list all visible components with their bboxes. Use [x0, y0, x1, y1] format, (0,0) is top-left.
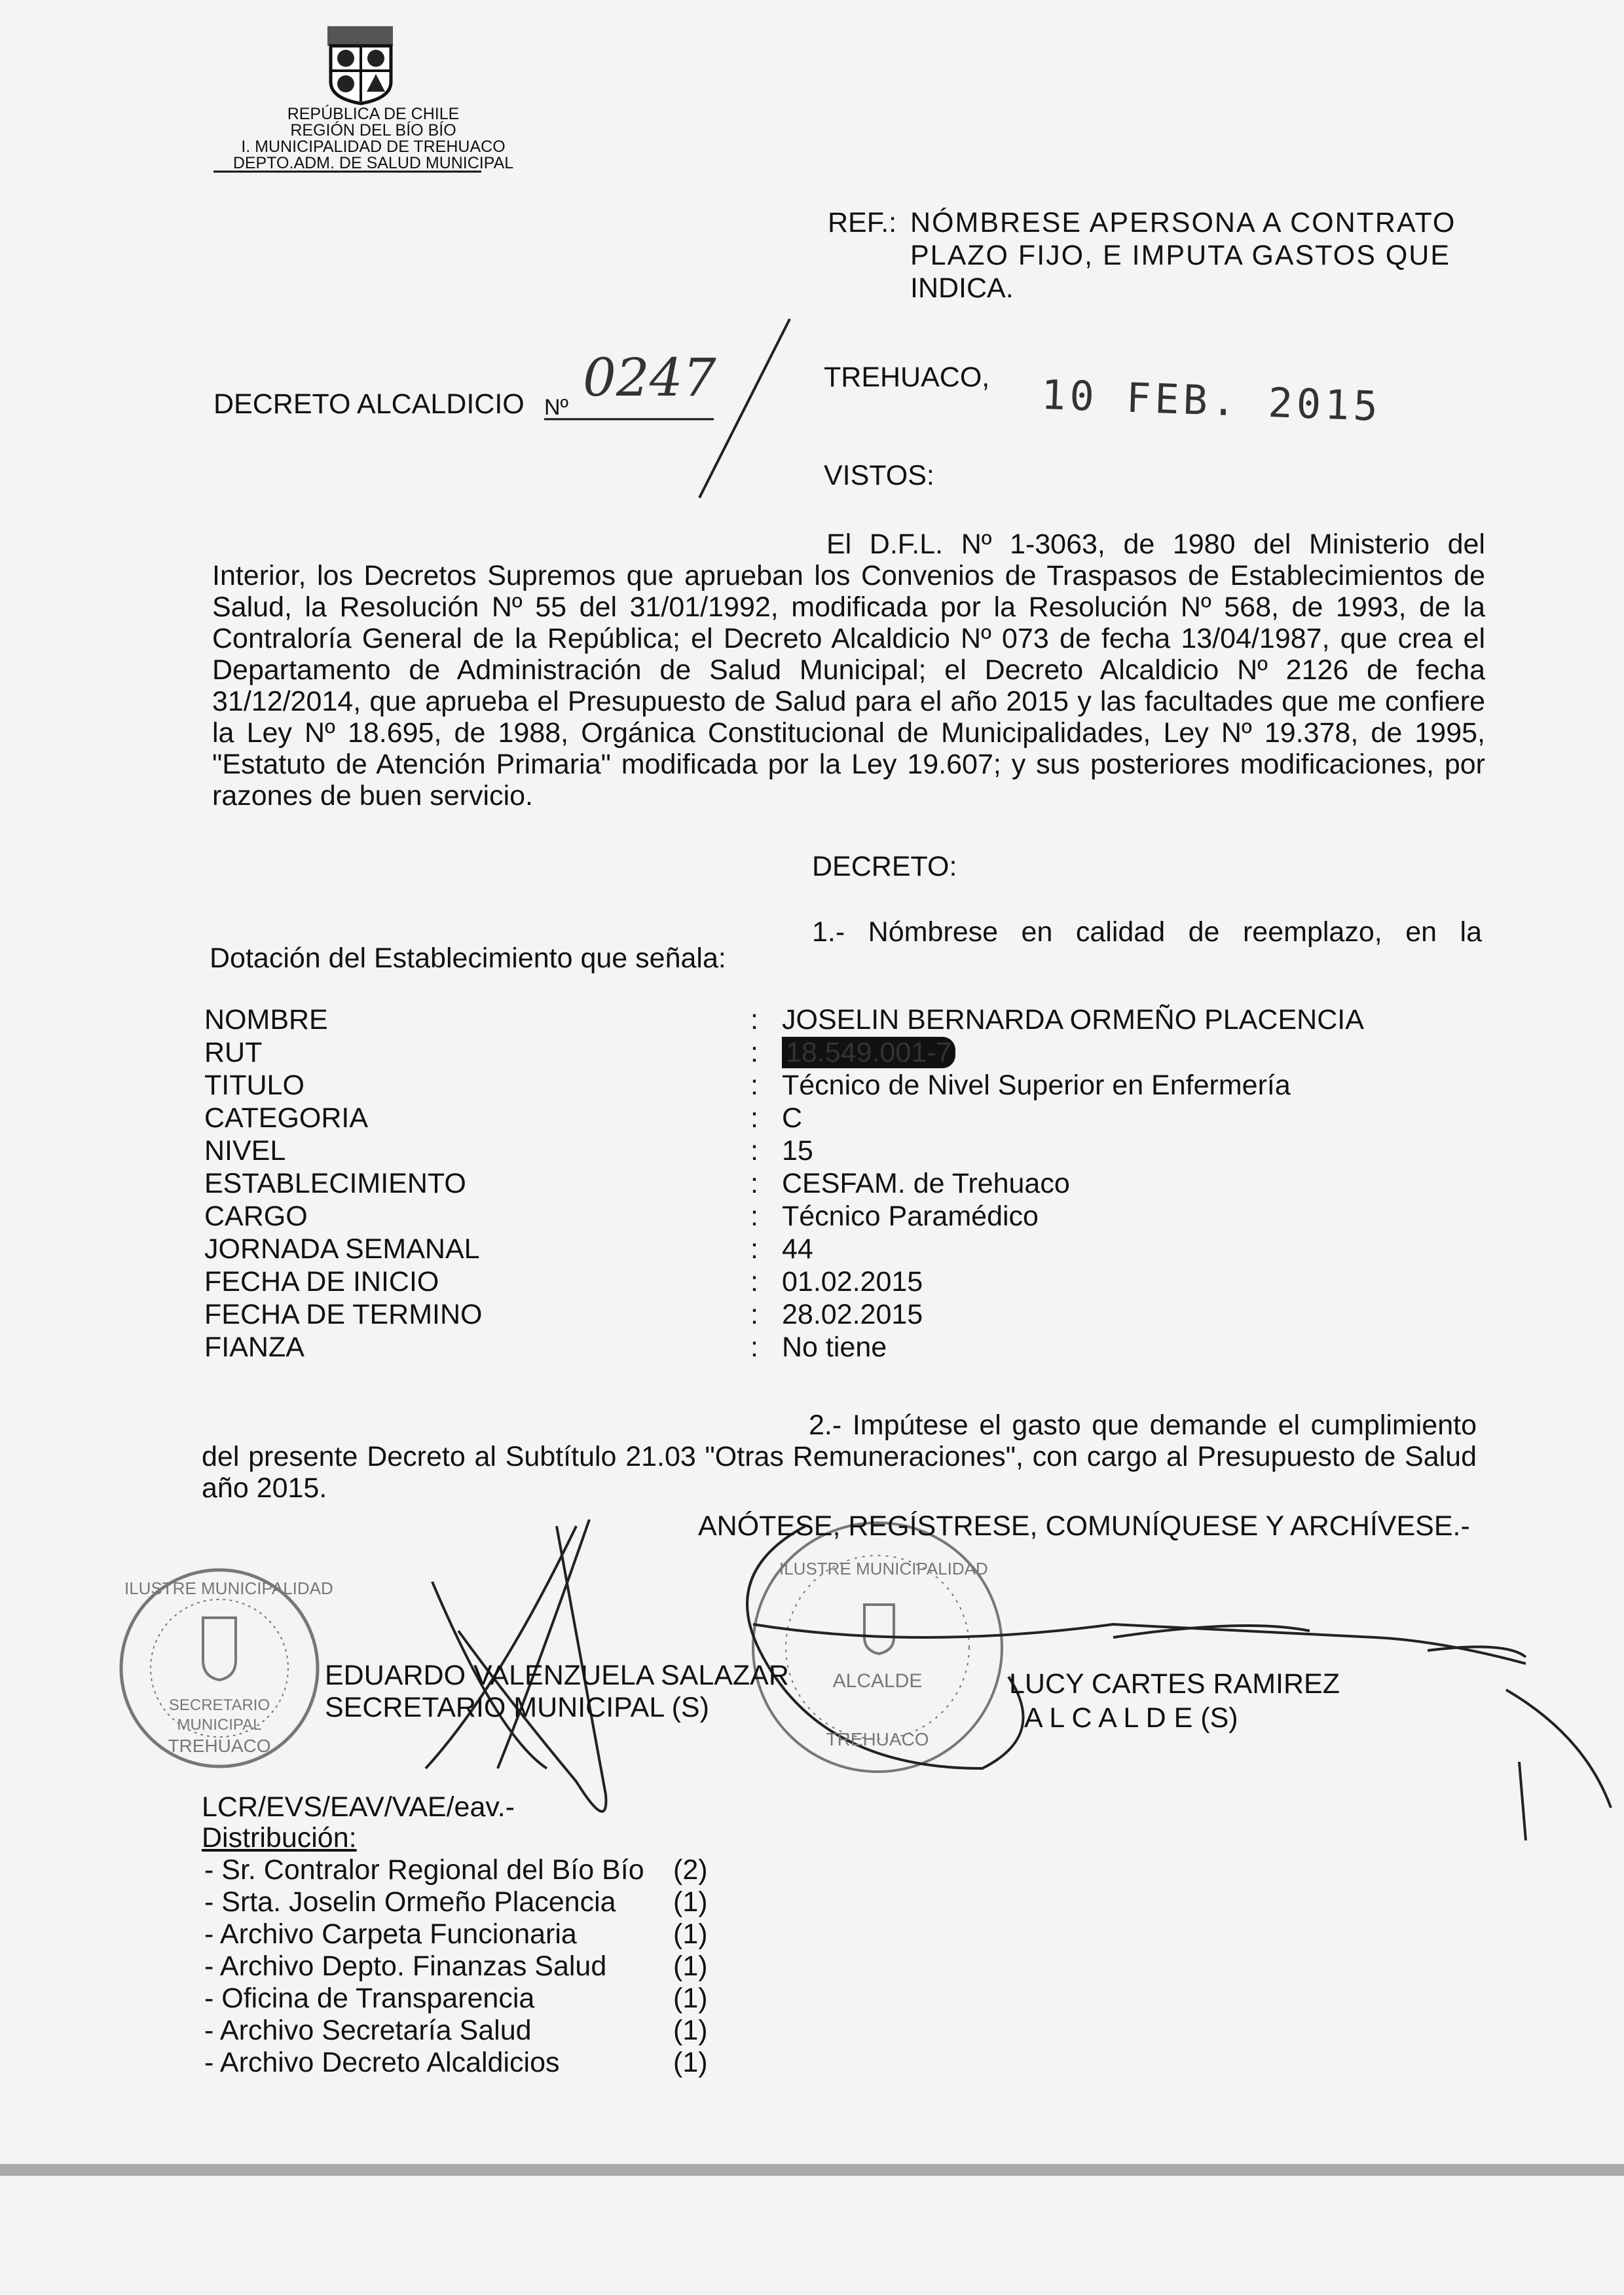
field-value: 44	[782, 1233, 813, 1265]
field-value: CESFAM. de Trehuaco	[782, 1168, 1070, 1199]
field-label: ESTABLECIMIENTO	[204, 1168, 466, 1199]
initials: LCR/EVS/EAV/VAE/eav.-	[202, 1791, 515, 1823]
distribution-item: - Srta. Joselin Ormeño Placencia	[204, 1886, 616, 1918]
field-colon: :	[750, 1004, 758, 1036]
scan-edge-bar	[0, 2164, 1624, 2176]
distribution-title: Distribución:	[202, 1822, 357, 1854]
distribution-count: (1)	[673, 1983, 708, 2014]
vistos-line-7: la Ley Nº 18.695, de 1988, Orgánica Constitucional de Municipalidades, Ley Nº 19.378, de 1995,	[212, 717, 1485, 749]
field-label: NIVEL	[204, 1135, 286, 1166]
list-item	[204, 2015, 708, 2046]
mayor-name: LUCY CARTES RAMIREZ	[1009, 1668, 1340, 1700]
list-item	[204, 1918, 708, 1950]
field-value: No tiene	[782, 1332, 887, 1363]
field-colon: :	[750, 1332, 758, 1363]
field-colon: :	[750, 1037, 758, 1068]
list-item	[204, 1950, 708, 1982]
vistos-line-8: "Estatuto de Atención Primaria" modificada por la Ley 19.607; y sus posteriores modificaciones, por	[212, 749, 1485, 780]
left-stamp-text-3: TREHUACO	[168, 1736, 271, 1756]
field-label: CARGO	[204, 1201, 308, 1232]
dotacion-label: Dotación del Establecimiento que señala:	[210, 942, 726, 974]
left-stamp-text: SECRETARIO	[168, 1696, 270, 1714]
list-item	[204, 1983, 708, 2014]
field-label: RUT	[204, 1037, 263, 1068]
decree-number-handwritten: 0247	[583, 347, 716, 408]
distribution-count: (1)	[673, 2047, 708, 2078]
field-colon: :	[750, 1299, 758, 1330]
decreto-title: DECRETO:	[812, 851, 957, 882]
field-label: JORNADA SEMANAL	[204, 1233, 480, 1265]
list-item	[204, 1854, 708, 1886]
decree-number-prefix: Nº	[544, 395, 568, 420]
list-item	[204, 2047, 708, 2078]
distribution-item: - Oficina de Transparencia	[204, 1983, 535, 2014]
left-stamp-text-2: MUNICIPAL	[177, 1716, 262, 1734]
vistos-line-6: 31/12/2014, que aprueba el Presupuesto de Salud para el año 2015 y las facultades que me confiere	[212, 686, 1485, 717]
field-colon: :	[750, 1266, 758, 1297]
field-label: FIANZA	[204, 1332, 304, 1363]
header-republic: REPÚBLICA DE CHILE	[287, 105, 460, 123]
vistos-line-2: Interior, los Decretos Supremos que aprueban los Convenios de Traspasos de Establecimientos de	[212, 560, 1485, 591]
decreto-item-2-line-3: año 2015.	[202, 1472, 327, 1504]
vistos-line-3: Salud, la Resolución Nº 55 del 31/01/1992, modificada por la Resolución Nº 568, de 1993, de la	[212, 591, 1485, 623]
ref-line-1: NÓMBRESE APERSONA A CONTRATO	[910, 207, 1456, 238]
distribution-count: (1)	[673, 1886, 708, 1918]
distribution-item: - Archivo Decreto Alcaldicios	[204, 2047, 560, 2078]
field-value: 01.02.2015	[782, 1266, 923, 1297]
decree-slash-mark	[699, 319, 790, 498]
ref-label: REF.:	[828, 207, 897, 238]
distribution-count: (1)	[673, 1918, 708, 1950]
field-value: Técnico de Nivel Superior en Enfermería	[782, 1070, 1291, 1101]
ref-line-3: INDICA.	[910, 272, 1014, 304]
vistos-title: VISTOS:	[824, 460, 934, 491]
place-label: TREHUACO,	[824, 362, 990, 393]
vistos-line-9: razones de buen servicio.	[212, 780, 534, 812]
field-label: FECHA DE TERMINO	[204, 1299, 483, 1330]
distribution-item: - Sr. Contralor Regional del Bío Bío	[204, 1854, 644, 1886]
field-colon: :	[750, 1233, 758, 1265]
ref-line-2: PLAZO FIJO, E IMPUTA GASTOS QUE	[910, 240, 1450, 271]
decreto-item-2-line-1: 2.- Impútese el gasto que demande el cumplimiento	[809, 1409, 1477, 1441]
closing-formula: ANÓTESE, REGÍSTRESE, COMUNÍQUESE Y ARCHÍVESE.-	[698, 1510, 1470, 1542]
field-value: 15	[782, 1135, 813, 1166]
mayor-title: A L C A L D E (S)	[1024, 1702, 1238, 1734]
header-municipality: I. MUNICIPALIDAD DE TREHUACO	[241, 138, 506, 156]
right-stamp-ring-text: ILUSTRE MUNICIPALIDAD	[779, 1559, 988, 1578]
coat-of-arms-logo	[327, 26, 393, 103]
right-stamp-text-2: TREHUACO	[826, 1729, 929, 1749]
field-value: C	[782, 1102, 803, 1134]
left-stamp-ring-text: ILUSTRE MUNICIPALIDAD	[124, 1578, 333, 1598]
decree-label: DECRETO ALCALDICIO	[213, 388, 525, 420]
distribution-count: (1)	[673, 2015, 708, 2046]
field-label: TITULO	[204, 1070, 304, 1101]
distribution-item: - Archivo Carpeta Funcionaria	[204, 1918, 577, 1950]
distribution-item: - Archivo Secretaría Salud	[204, 2015, 532, 2046]
field-colon: :	[750, 1135, 758, 1166]
secretary-name: EDUARDO VALENZUELA SALAZAR	[325, 1660, 789, 1691]
field-colon: :	[750, 1201, 758, 1232]
field-label: CATEGORIA	[204, 1102, 369, 1134]
header-department: DEPTO.ADM. DE SALUD MUNICIPAL	[232, 154, 514, 172]
vistos-line-1: El D.F.L. Nº 1-3063, de 1980 del Ministerio del	[826, 529, 1485, 560]
field-colon: :	[750, 1102, 758, 1134]
field-colon: :	[750, 1168, 758, 1199]
field-value: Técnico Paramédico	[782, 1201, 1039, 1232]
distribution-count: (2)	[673, 1854, 708, 1886]
vistos-line-4: Contraloría General de la República; el Decreto Alcaldicio Nº 073 de fecha 13/04/1987, que crea el	[212, 623, 1485, 654]
field-colon: :	[750, 1070, 758, 1101]
list-item	[204, 1886, 708, 1918]
field-label: FECHA DE INICIO	[204, 1266, 439, 1297]
distribution-item: - Archivo Depto. Finanzas Salud	[204, 1950, 607, 1982]
decreto-item-2-line-2: del presente Decreto al Subtítulo 21.03 "Otras Remuneraciones", con cargo al Presupuesto de Salud	[202, 1441, 1477, 1472]
header-region: REGIÓN DEL BÍO BÍO	[290, 121, 456, 140]
right-stamp-text: ALCALDE	[832, 1670, 923, 1692]
vistos-line-5: Departamento de Administración de Salud Municipal; el Decreto Alcaldicio Nº 2126 de fecha	[212, 654, 1485, 686]
field-value-redacted: 18.549.001-7	[782, 1037, 955, 1068]
date-stamp: 10 FEB. 2015	[1040, 370, 1383, 431]
secretary-title: SECRETARIO MUNICIPAL (S)	[325, 1692, 709, 1723]
distribution-count: (1)	[673, 1950, 708, 1982]
decreto-item-1: 1.- Nómbrese en calidad de reemplazo, en la	[812, 916, 1482, 948]
field-label: NOMBRE	[204, 1004, 328, 1036]
field-value: 28.02.2015	[782, 1299, 923, 1330]
field-value: JOSELIN BERNARDA ORMEÑO PLACENCIA	[782, 1004, 1364, 1036]
